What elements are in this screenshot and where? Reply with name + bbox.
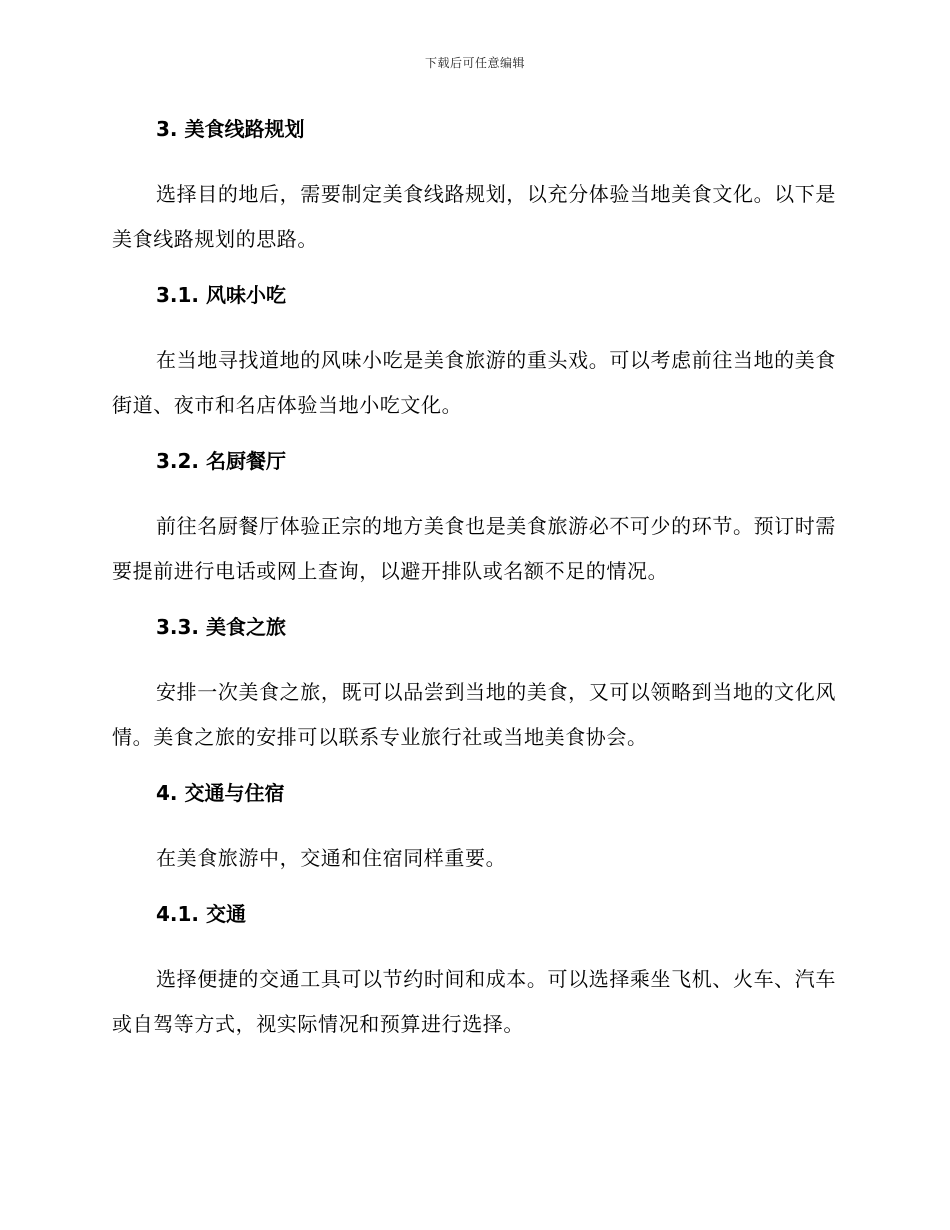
- section-paragraph-3: 选择目的地后，需要制定美食线路规划，以充分体验当地美食文化。以下是美食线路规划的思路。: [112, 182, 836, 251]
- page-header: 下载后可任意编辑: [424, 56, 525, 70]
- section-heading-3-2: 3.2. 名厨餐厅: [156, 449, 286, 473]
- section-paragraph-3-2: 前往名厨餐厅体验正宗的地方美食也是美食旅游必不可少的环节。预订时需要提前进行电话或网上查询，以避开排队或名额不足的情况。: [112, 514, 836, 583]
- section-paragraph-3-1: 在当地寻找道地的风味小吃是美食旅游的重头戏。可以考虑前往当地的美食街道、夜市和名店体验当地小吃文化。: [112, 348, 836, 417]
- section-heading-4: 4. 交通与住宿: [156, 781, 285, 805]
- section-paragraph-3-3: 安排一次美食之旅，既可以品尝到当地的美食，又可以领略到当地的文化风情。美食之旅的安排可以联系专业旅行社或当地美食协会。: [112, 680, 836, 749]
- section-heading-3: 3. 美食线路规划: [156, 117, 305, 141]
- document-body: [112, 112, 836, 1047]
- section-paragraph-4: 在美食旅游中，交通和住宿同样重要。: [156, 846, 507, 870]
- section-heading-4-1: 4.1. 交通: [156, 902, 246, 926]
- section-heading-3-1: 3.1. 风味小吃: [156, 283, 286, 307]
- section-paragraph-4-1: 选择便捷的交通工具可以节约时间和成本。可以选择乘坐飞机、火车、汽车或自驾等方式，视实际情况和预算进行选择。: [112, 967, 836, 1036]
- section-heading-3-3: 3.3. 美食之旅: [156, 615, 286, 639]
